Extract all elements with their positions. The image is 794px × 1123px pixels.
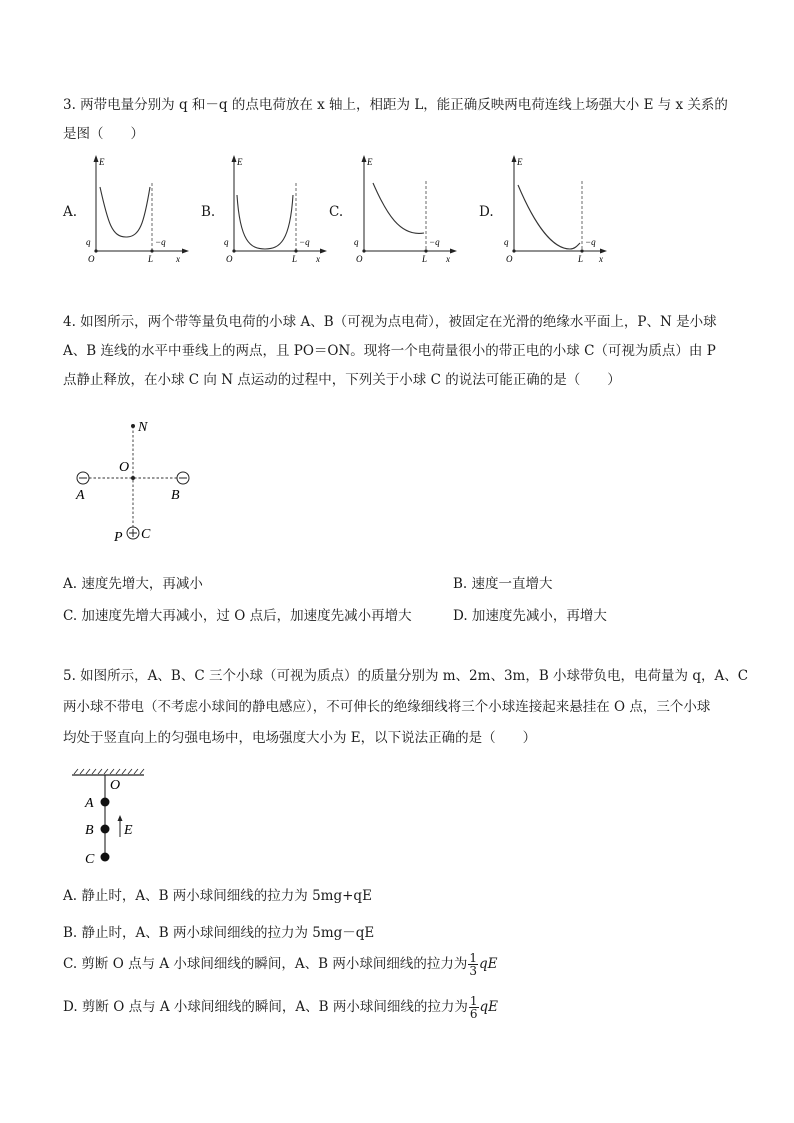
q5-stem-line2: 两小球不带电（不考虑小球间的静电感应），不可伸长的绝缘细线将三个小球连接起来悬挂在 O 点，三个小球 [63, 699, 711, 715]
q5-stem-line3: 均处于竖直向上的匀强电场中，电场强度大小为 E，以下说法正确的是（ ） [63, 730, 537, 746]
numerator: 1 [469, 951, 478, 965]
e-label: E [517, 157, 523, 167]
q5-figure [68, 765, 158, 870]
q-label: q [86, 237, 91, 247]
l-label: L [148, 254, 154, 264]
q4-figure [70, 412, 210, 552]
label-e: E [124, 823, 133, 838]
origin-label: O [88, 254, 95, 264]
q3-option-d-letter[interactable]: D. [479, 204, 494, 220]
field-curve [373, 183, 424, 233]
q5-option-b[interactable]: B. 静止时，A、B 两小球间细线的拉力为 5mg－qE [63, 925, 375, 941]
charge-c [127, 527, 139, 539]
q5-option-c-text: C. 剪断 O 点与 A 小球间细线的瞬间，A、B 两小球间细线的拉力为 [63, 956, 468, 972]
q5-option-c[interactable] [63, 952, 498, 977]
q5-option-d-text: D. 剪断 O 点与 A 小球间细线的瞬间，A、B 两小球间细线的拉力为 [63, 999, 468, 1015]
q4-option-b[interactable]: B. 速度一直增大 [453, 576, 553, 592]
point-n [131, 424, 135, 428]
label-o: O [119, 460, 130, 475]
q5-option-d-fraction [469, 995, 479, 1020]
label-b: B [171, 488, 180, 503]
q3-option-b-letter[interactable]: B. [201, 204, 216, 220]
ceiling-hatch [74, 769, 144, 774]
label-a: A [76, 488, 85, 503]
charge-a [77, 472, 89, 484]
label-n: N [138, 420, 148, 435]
label-a: A [85, 796, 94, 811]
x-label: x [316, 254, 320, 264]
label-b: B [85, 823, 94, 838]
origin-label: O [226, 254, 233, 264]
q3-graph-a [82, 153, 194, 265]
q4-stem-line1: 4. 如图所示，两个带等量负电荷的小球 A、B（可视为点电荷），被固定在光滑的绝缘水平面上，P、N 是小球 [63, 314, 717, 330]
label-c: C [141, 527, 151, 542]
numerator: 1 [469, 994, 478, 1008]
q5-option-c-tail: qE [479, 956, 498, 972]
x-label: x [176, 254, 180, 264]
ball-c [101, 853, 110, 862]
q3-graph-c [350, 153, 462, 265]
q-label: q [354, 237, 359, 247]
l-label: L [578, 254, 584, 264]
origin-label: O [506, 254, 513, 264]
point-o [131, 476, 135, 480]
q5-stem-line1: 5. 如图所示，A、B、C 三个小球（可视为质点）的质量分别为 m、2m、3m，B 小球带负电，电荷量为 q，A、C [63, 668, 749, 684]
field-curve [237, 195, 293, 249]
e-label: E [367, 157, 373, 167]
q3-option-a-letter[interactable]: A. [63, 204, 78, 220]
q5-option-a[interactable]: A. 静止时，A、B 两小球间细线的拉力为 5mg+qE [63, 888, 372, 904]
q4-stem-line3: 点静止释放，在小球 C 向 N 点运动的过程中，下列关于小球 C 的说法可能正确的是（ ） [63, 372, 621, 388]
q3-stem-line2: 是图（ ） [63, 126, 144, 142]
denominator: 6 [469, 1007, 478, 1021]
q3-graph-d [500, 153, 612, 265]
q5-option-d-tail: qE [479, 999, 499, 1015]
q5-option-d[interactable] [63, 995, 498, 1020]
q4-option-c[interactable]: C. 加速度先增大再减小，过 O 点后，加速度先减小再增大 [63, 608, 412, 624]
field-curve [100, 187, 150, 237]
ball-a [101, 798, 110, 807]
origin-label: O [356, 254, 363, 264]
x-label: x [599, 254, 603, 264]
q5-option-c-fraction [468, 952, 478, 977]
e-label: E [237, 157, 243, 167]
neg-q-label: −q [429, 237, 440, 247]
ball-b [101, 825, 110, 834]
label-c: C [85, 852, 95, 867]
q3-stem-line1: 3. 两带电量分别为 q 和－q 的点电荷放在 x 轴上，相距为 L，能正确反映两电荷连线上场强大小 E 与 x 关系的 [63, 97, 728, 113]
label-o: O [110, 778, 121, 793]
q3-option-c-letter[interactable]: C. [329, 204, 344, 220]
q4-stem-line2: A、B 连线的水平中垂线上的两点，且 PO＝ON。现将一个电荷量很小的带正电的小球 C（可视为质点）由 P [63, 343, 716, 359]
q4-option-a[interactable]: A. 速度先增大，再减小 [63, 576, 203, 592]
e-label: E [99, 157, 105, 167]
q-label: q [224, 237, 229, 247]
field-curve [518, 185, 580, 249]
l-label: L [422, 254, 428, 264]
q4-option-d[interactable]: D. 加速度先减小，再增大 [453, 608, 607, 624]
q3-graph-b [220, 153, 332, 265]
neg-q-label: −q [585, 237, 596, 247]
denominator: 3 [469, 964, 478, 978]
charge-b [177, 472, 189, 484]
q-label: q [504, 237, 509, 247]
label-p: P [114, 530, 123, 545]
x-label: x [446, 254, 450, 264]
neg-q-label: −q [155, 237, 166, 247]
neg-q-label: −q [299, 237, 310, 247]
l-label: L [292, 254, 298, 264]
